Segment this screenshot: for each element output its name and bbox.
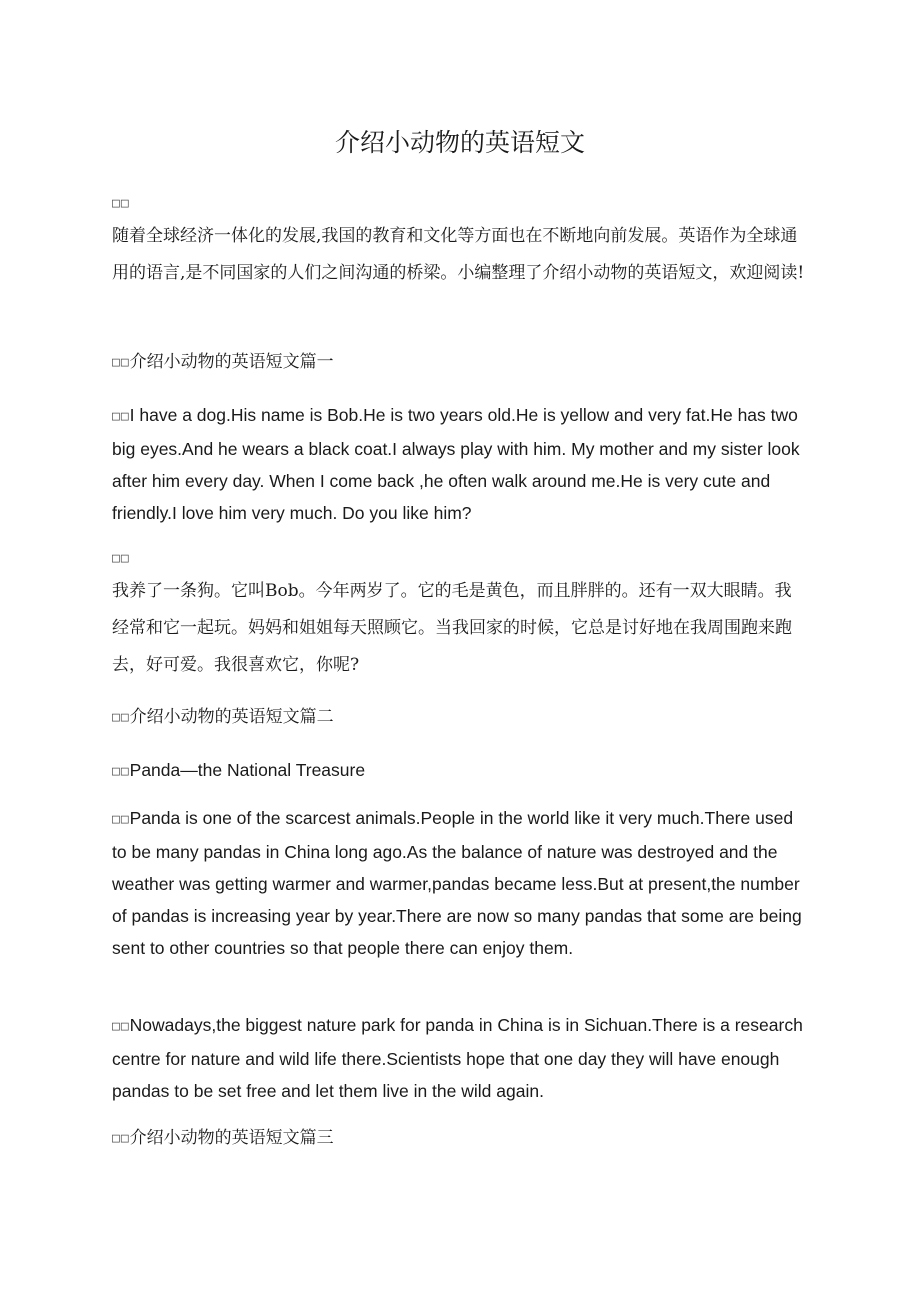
placeholder-glyphs: □□ [112,812,130,827]
placeholder-glyphs: □□ [112,710,130,725]
section2-paragraph-2 [112,1009,808,1107]
section1-heading-text: 介绍小动物的英语短文篇一 [129,352,334,372]
section2-heading-text: 介绍小动物的英语短文篇二 [129,707,334,727]
placeholder-glyphs: □□ [112,551,130,566]
section2-paragraph-1-text: Panda is one of the scarcest animals.People in the world like it very much.There used to be many pandas in China long ago.As the balance of nature was destroyed and the weather was getting warmer and warmer,pandas became less.But at present,the number of pandas is increasing year by year.There are now so many pandas that some are being sent to other countries so that people there can enjoy them. [112,808,802,958]
placeholder-glyphs: □□ [112,409,130,424]
section1-chinese-paragraph: 我养了一条狗。它叫Bob。今年两岁了。它的毛是黄色，而且胖胖的。还有一双大眼睛。我经常和它一起玩。妈妈和姐姐每天照顾它。当我回家的时候，它总是讨好地在我周围跑来跑去，好可爱。我很喜欢它，你呢? [112,581,792,675]
section1-english-paragraph [112,399,808,529]
placeholder-glyphs: □□ [112,355,130,370]
section1-heading [112,344,808,381]
section1-english-text: I have a dog.His name is Bob.He is two years old.He is yellow and very fat.He has two big eyes.And he wears a black coat.I always play with him. My mother and my sister look after him every day. When I come back ,he often walk around me.He is very cute and friendly.I love him very much. Do you like him? [112,405,800,523]
section2-subtitle-text: Panda—the National Treasure [129,760,366,780]
section2-paragraph-2-text: Nowadays,the biggest nature park for panda in China is in Sichuan.There is a research centre for nature and wild life there.Scientists hope that one day they will have enough pandas to be set free and let them live in the wild again. [112,1015,803,1101]
placeholder-glyphs: □□ [112,1019,130,1034]
intro-paragraph: 随着全球经济一体化的发展,我国的教育和文化等方面也在不断地向前发展。英语作为全球通用的语言,是不同国家的人们之间沟通的桥梁。小编整理了介绍小动物的英语短文，欢迎阅读! [112,226,805,283]
section2-subtitle [112,754,808,788]
section2-paragraph-1 [112,802,808,964]
placeholder-glyphs: □□ [112,764,130,779]
placeholder-glyphs: □□ [112,196,130,211]
placeholder-glyphs: □□ [112,1131,130,1146]
section3-heading [112,1120,808,1157]
section3-heading-text: 介绍小动物的英语短文篇三 [129,1128,334,1148]
section2-heading [112,699,808,736]
document-title: 介绍小动物的英语短文 [334,127,585,157]
